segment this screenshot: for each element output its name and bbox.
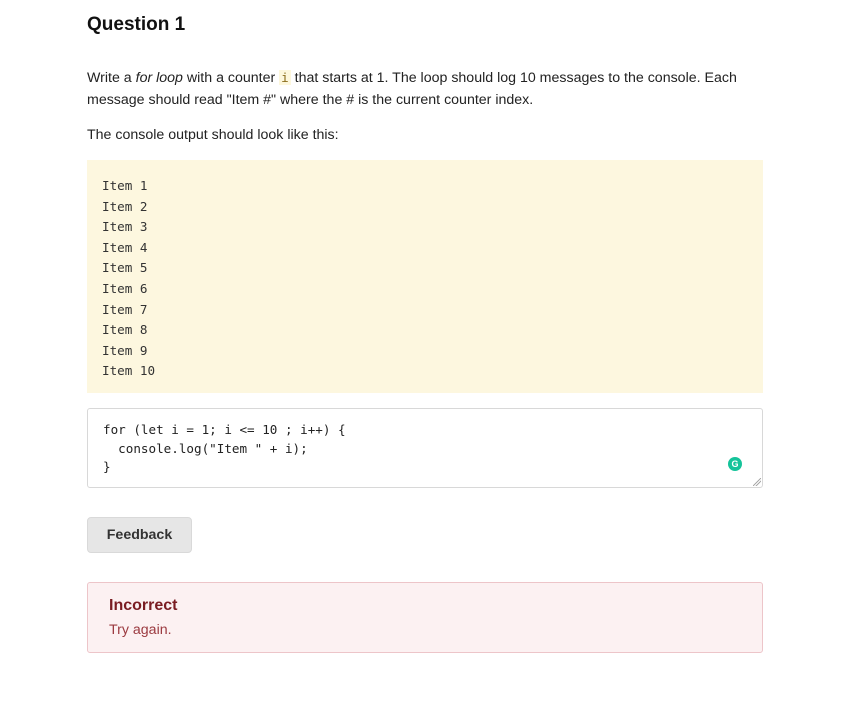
output-lead-text: The console output should look like this:: [87, 127, 339, 143]
prompt-inline-code: i: [281, 70, 289, 85]
output-line: Item 10: [102, 363, 156, 379]
question-prompt: [87, 67, 763, 111]
output-line: Item 8: [102, 322, 148, 338]
output-line: Item 9: [102, 342, 148, 358]
code-line: for (let i = 1; i <= 10 ; i++) {: [103, 422, 346, 437]
expected-output-block: [87, 160, 763, 393]
result-alert: [87, 582, 763, 653]
output-line: Item 6: [102, 280, 148, 296]
code-editor-textarea[interactable]: [87, 408, 763, 488]
output-line: Item 2: [102, 198, 148, 214]
prompt-text-mid: with a counter: [182, 70, 280, 86]
output-line: Item 1: [102, 178, 148, 193]
prompt-emphasis: for loop: [135, 70, 183, 86]
output-line: Item 5: [102, 260, 148, 276]
grammarly-icon[interactable]: G: [728, 457, 742, 471]
code-line: console.log("Item " + i);: [103, 440, 308, 456]
output-line: Item 7: [102, 301, 148, 317]
result-message: Try again.: [109, 622, 172, 638]
resize-handle-icon[interactable]: [753, 478, 761, 486]
result-title: Incorrect: [109, 597, 178, 614]
output-line: Item 4: [102, 239, 148, 255]
question-title: Question 1: [87, 14, 186, 35]
code-line: }: [103, 459, 111, 474]
output-line: Item 3: [102, 219, 148, 235]
prompt-text-start: Write a: [87, 70, 136, 86]
feedback-button[interactable]: Feedback: [87, 517, 192, 553]
prompt-text-end: that starts at 1. The loop should log 10 messages to the console. Each message should read "Item #" where the # is the current counter index.: [87, 70, 737, 108]
